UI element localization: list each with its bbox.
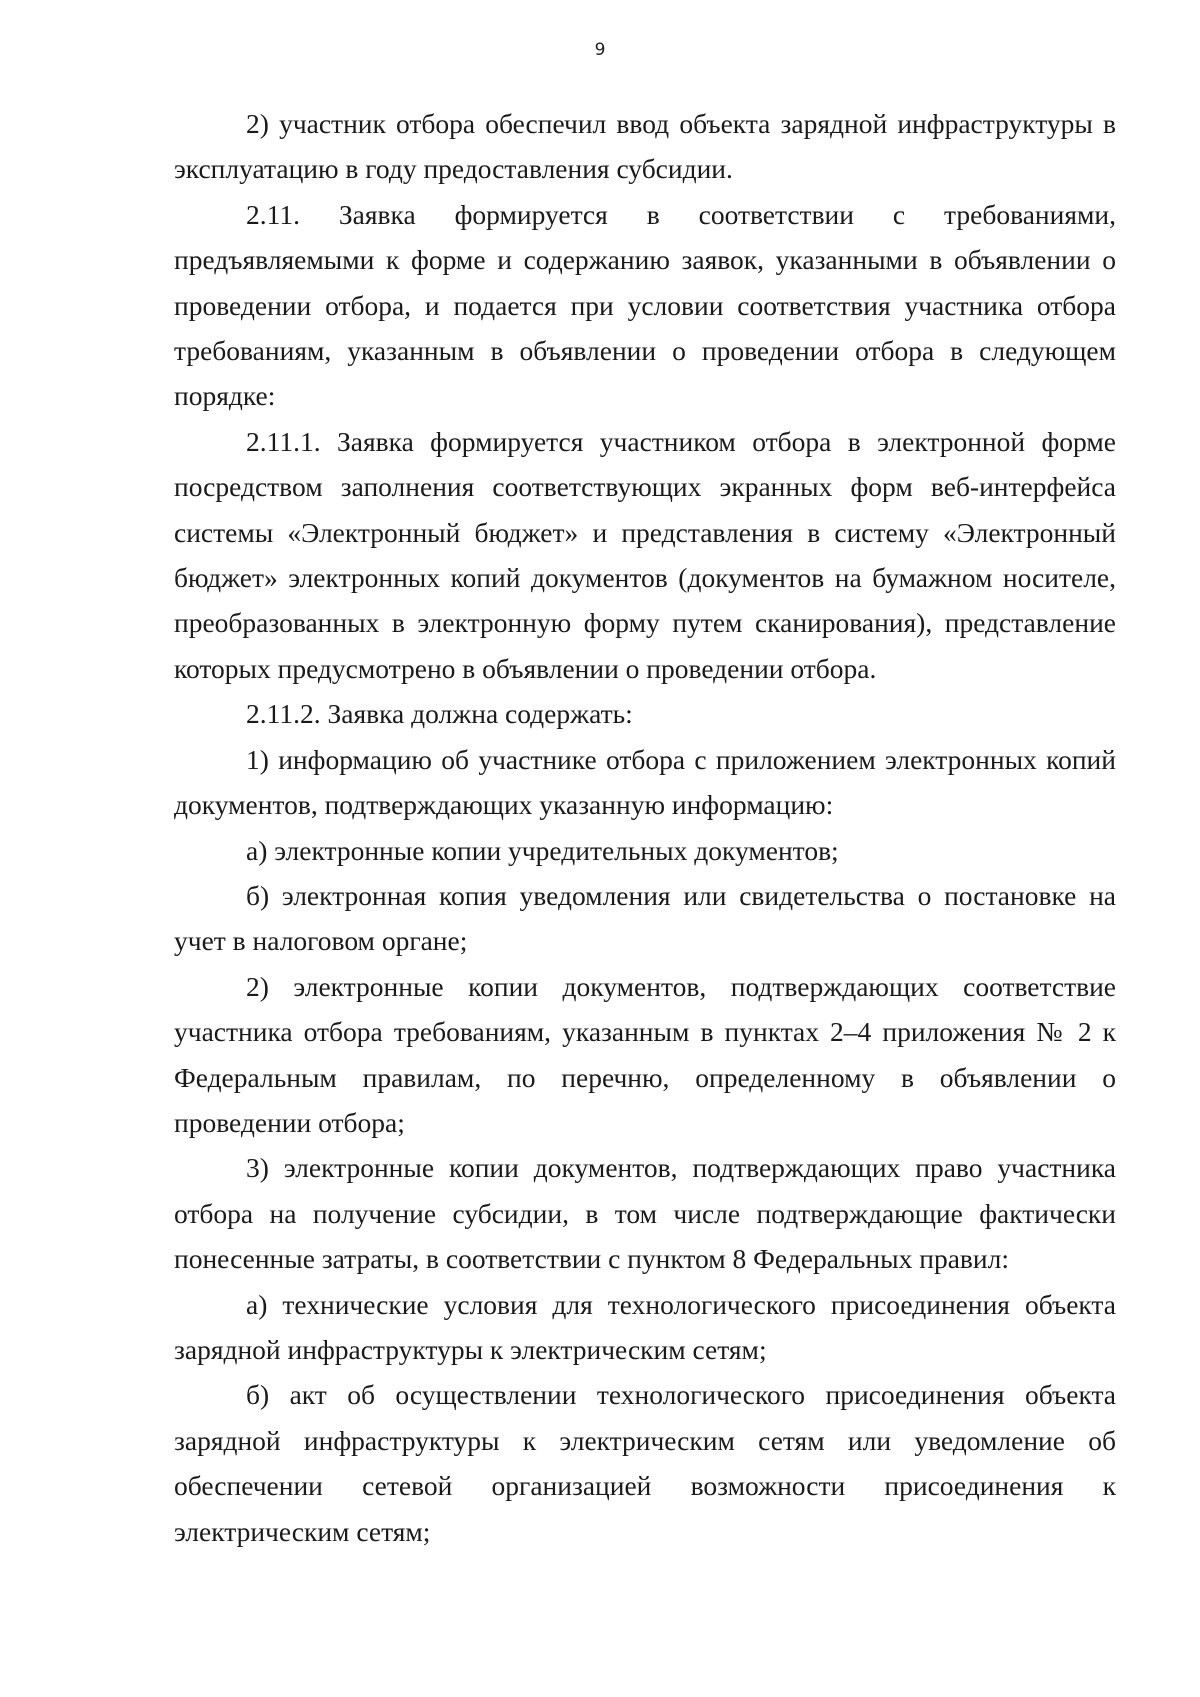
page-number: 9 — [594, 40, 606, 60]
paragraph-2-11-2: 2.11.2. Заявка должна содержать: — [246, 698, 633, 730]
paragraph-item-3b: б) акт об осуществлении технологического присоединения объекта зарядной инфраструктуры к электрическим сетям или уведомление об обеспечении сетевой организацией возможности присоединения к электрическим сетям; — [174, 1379, 1116, 1547]
paragraph-item-1a: а) электронные копии учредительных документов; — [246, 834, 839, 866]
paragraph-item-3a: а) технические условия для технологического присоединения объекта зарядной инфраструктуры к электрическим сетям; — [174, 1288, 1116, 1365]
paragraph-item-1-info: 1) информацию об участнике отбора с приложением электронных копий документов, подтверждающих указанную информацию: — [174, 743, 1116, 821]
paragraph-item-2-requirements: 2) электронные копии документов, подтверждающих соответствие участника отбора требованиям, указанным в пунктах 2–4 приложения № 2 к Федеральным правилам, по перечню, определенному в объявлении о проведении отбора; — [174, 970, 1116, 1138]
paragraph-2-11: 2.11. Заявка формируется в соответствии с требованиями, предъявляемыми к форме и содержанию заявок, указанными в объявлении о проведении отбора, и подается при условии соответствия участника отбора требованиям, указанным в объявлении о проведении отбора в следующем порядке: — [174, 198, 1116, 412]
paragraph-item-3-rights: 3) электронные копии документов, подтверждающих право участника отбора на получение субсидии, в том числе подтверждающие фактически понесенные затраты, в соответствии с пунктом 8 Федеральных правил: — [174, 1152, 1116, 1275]
paragraph-item-2-commissioning: 2) участник отбора обеспечил ввод объекта зарядной инфраструктуры в эксплуатацию в году предоставления субсидии. — [174, 108, 1116, 185]
paragraph-2-11-1: 2.11.1. Заявка формируется участником отбора в электронной форме посредством заполнения соответствующих экранных форм веб-интерфейса системы «Электронный бюджет» и представления в систему «Электронный бюджет» электронных копий документов (документов на бумажном носителе, преобразованных в электронную форму путем сканирования), представление которых предусмотрено в объявлении о проведении отбора. — [174, 425, 1116, 684]
paragraph-item-1b: б) электронная копия уведомления или свидетельства о постановке на учет в налоговом органе; — [174, 879, 1116, 957]
document-body — [174, 101, 1116, 1554]
